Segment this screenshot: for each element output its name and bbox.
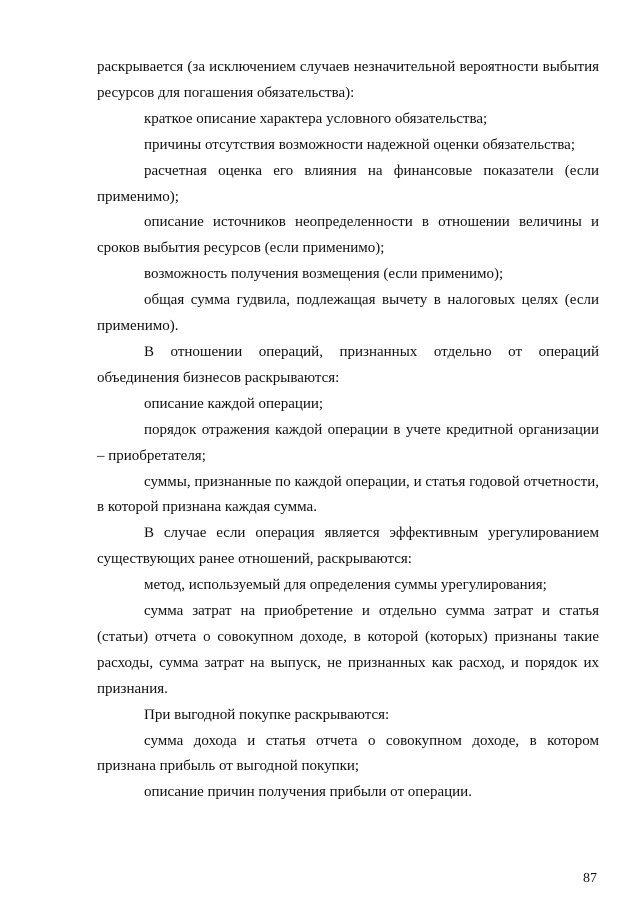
paragraph-heading: В случае если операция является эффективным урегулированием существующих ранее отношений, раскрываются: [97,525,599,568]
paragraph-item: описание каждой операции; [144,395,324,412]
paragraph-item: порядок отражения каждой операции в учете кредитной организации – приобретателя; [97,421,599,464]
paragraph-item: причины отсутствия возможности надежной оценки обязательства; [144,136,575,153]
paragraph-intro: раскрывается (за исключением случаев незначительной вероятности выбытия ресурсов для погашения обязательства): [97,59,599,101]
paragraph-heading: В отношении операций, признанных отдельно от операций объединения бизнесов раскрываются: [97,343,599,386]
page-number: 87 [583,871,597,886]
paragraph-item: краткое описание характера условного обязательства; [144,110,488,127]
body-text [97,55,599,806]
paragraph-item: общая сумма гудвила, подлежащая вычету в налоговых целях (если применимо). [97,292,599,335]
paragraph-item: описание причин получения прибыли от операции. [144,784,472,801]
paragraph-item: сумма затрат на приобретение и отдельно сумма затрат и статья (статьи) отчета о совокупном доходе, в которой (которых) признаны такие расходы, сумма затрат на выпуск, не признанных как расход, и порядок их признания. [97,603,599,697]
paragraph-item: сумма дохода и статья отчета о совокупном доходе, в котором признана прибыль от выгодной покупки; [97,732,599,775]
paragraph-item: метод, используемый для определения суммы урегулирования; [144,577,547,594]
paragraph-heading: При выгодной покупке раскрываются: [144,706,390,723]
paragraph-item: суммы, признанные по каждой операции, и статья годовой отчетности, в которой признана каждая сумма. [97,473,599,516]
paragraph-item: описание источников неопределенности в отношении величины и сроков выбытия ресурсов (если применимо); [97,214,599,257]
paragraph-item: расчетная оценка его влияния на финансовые показатели (если применимо); [97,162,599,205]
paragraph-item: возможность получения возмещения (если применимо); [144,266,504,283]
